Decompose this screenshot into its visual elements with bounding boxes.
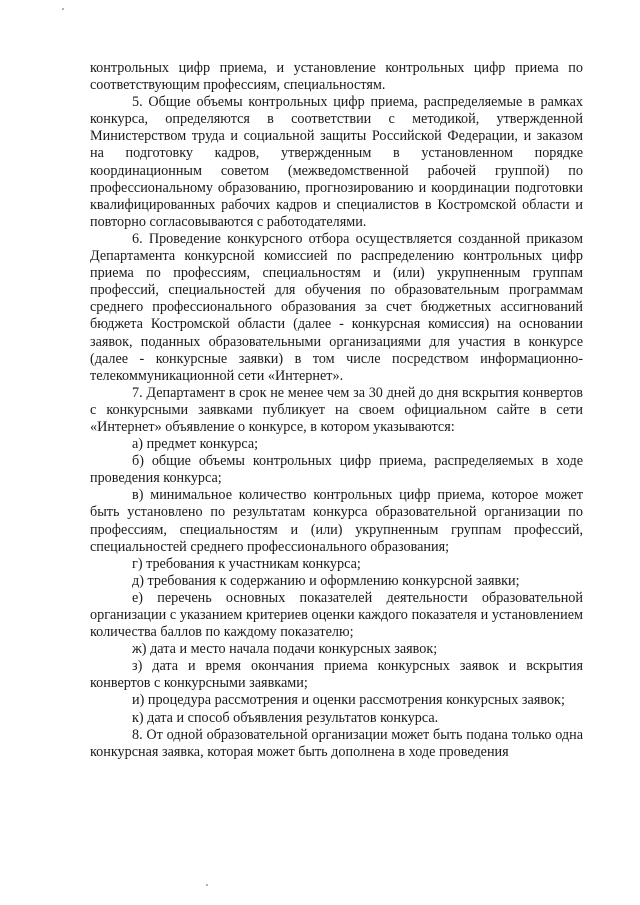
list-item-a: а) предмет конкурса; [132,436,259,453]
document-page [90,60,583,761]
scan-speck [62,8,64,10]
list-item-i: и) процедура рассмотрения и оценки рассмотрения конкурсных заявок; [132,692,565,709]
scan-speck [206,884,208,886]
list-item-e: е) перечень основных показателей деятельности образовательной организации с указанием критериев оценки каждого показателя и установлением количества баллов по каждому показателю; [90,589,583,641]
paragraph-continuation: контрольных цифр приема, и установление контрольных цифр приема по соответствующим профессиям, специальностям. [90,60,583,94]
list-item-v: в) минимальное количество контрольных цифр приема, которое может быть установлено по результатам конкурса образовательной организации по профессиям, специальностям и (или) укрупненным группам профессий, специальностей среднего профессионального образования; [90,487,583,555]
list-item-d: д) требования к содержанию и оформлению конкурсной заявки; [132,572,520,589]
list-item-b: б) общие объемы контрольных цифр приема, распределяемых в ходе проведения конкурса; [90,453,583,487]
paragraph-item-5: 5. Общие объемы контрольных цифр приема, распределяемые в рамках конкурса, определяются в соответствии с методикой, утвержденной Министерством труда и социальной защиты Российской Федерации, и заказом на подготовку кадров, утвержденным в установленном порядке координационным советом (межведомственной рабочей группой) по профессиональному образованию, прогнозированию и координации подготовки квалифицированных рабочих кадров и специалистов в Костромской области и повторно согласовываются с работодателями. [90,94,583,230]
list-item-k: к) дата и способ объявления результатов конкурса. [132,709,439,726]
list-item-zh: ж) дата и место начала подачи конкурсных заявок; [132,641,438,658]
list-item-g: г) требования к участникам конкурса; [132,555,361,572]
paragraph-item-8: 8. От одной образовательной организации может быть подана только одна конкурсная заявка, которая может быть дополнена в ходе проведения [90,726,583,760]
list-item-z: з) дата и время окончания приема конкурсных заявок и вскрытия конвертов с конкурсными заявками; [90,658,583,692]
paragraph-item-6: 6. Проведение конкурсного отбора осуществляется созданной приказом Департамента конкурсной комиссией по распределению контрольных цифр приема по профессиям, специальностям и (или) укрупненным группам профессий, специальностей для обучения по образовательным программам среднего профессионального образования за счет бюджетных ассигнований бюджета Костромской области (далее - конкурсная комиссия) на основании заявок, поданных образовательными организациями для участия в конкурсе (далее - конкурсные заявки) в том числе посредством информационно-телекоммуникационной сети «Интернет». [90,230,583,384]
paragraph-item-7: 7. Департамент в срок не менее чем за 30 дней до дня вскрытия конвертов с конкурсными заявками публикует на своем официальном сайте в сети «Интернет» объявление о конкурсе, в котором указываются: [90,384,583,435]
